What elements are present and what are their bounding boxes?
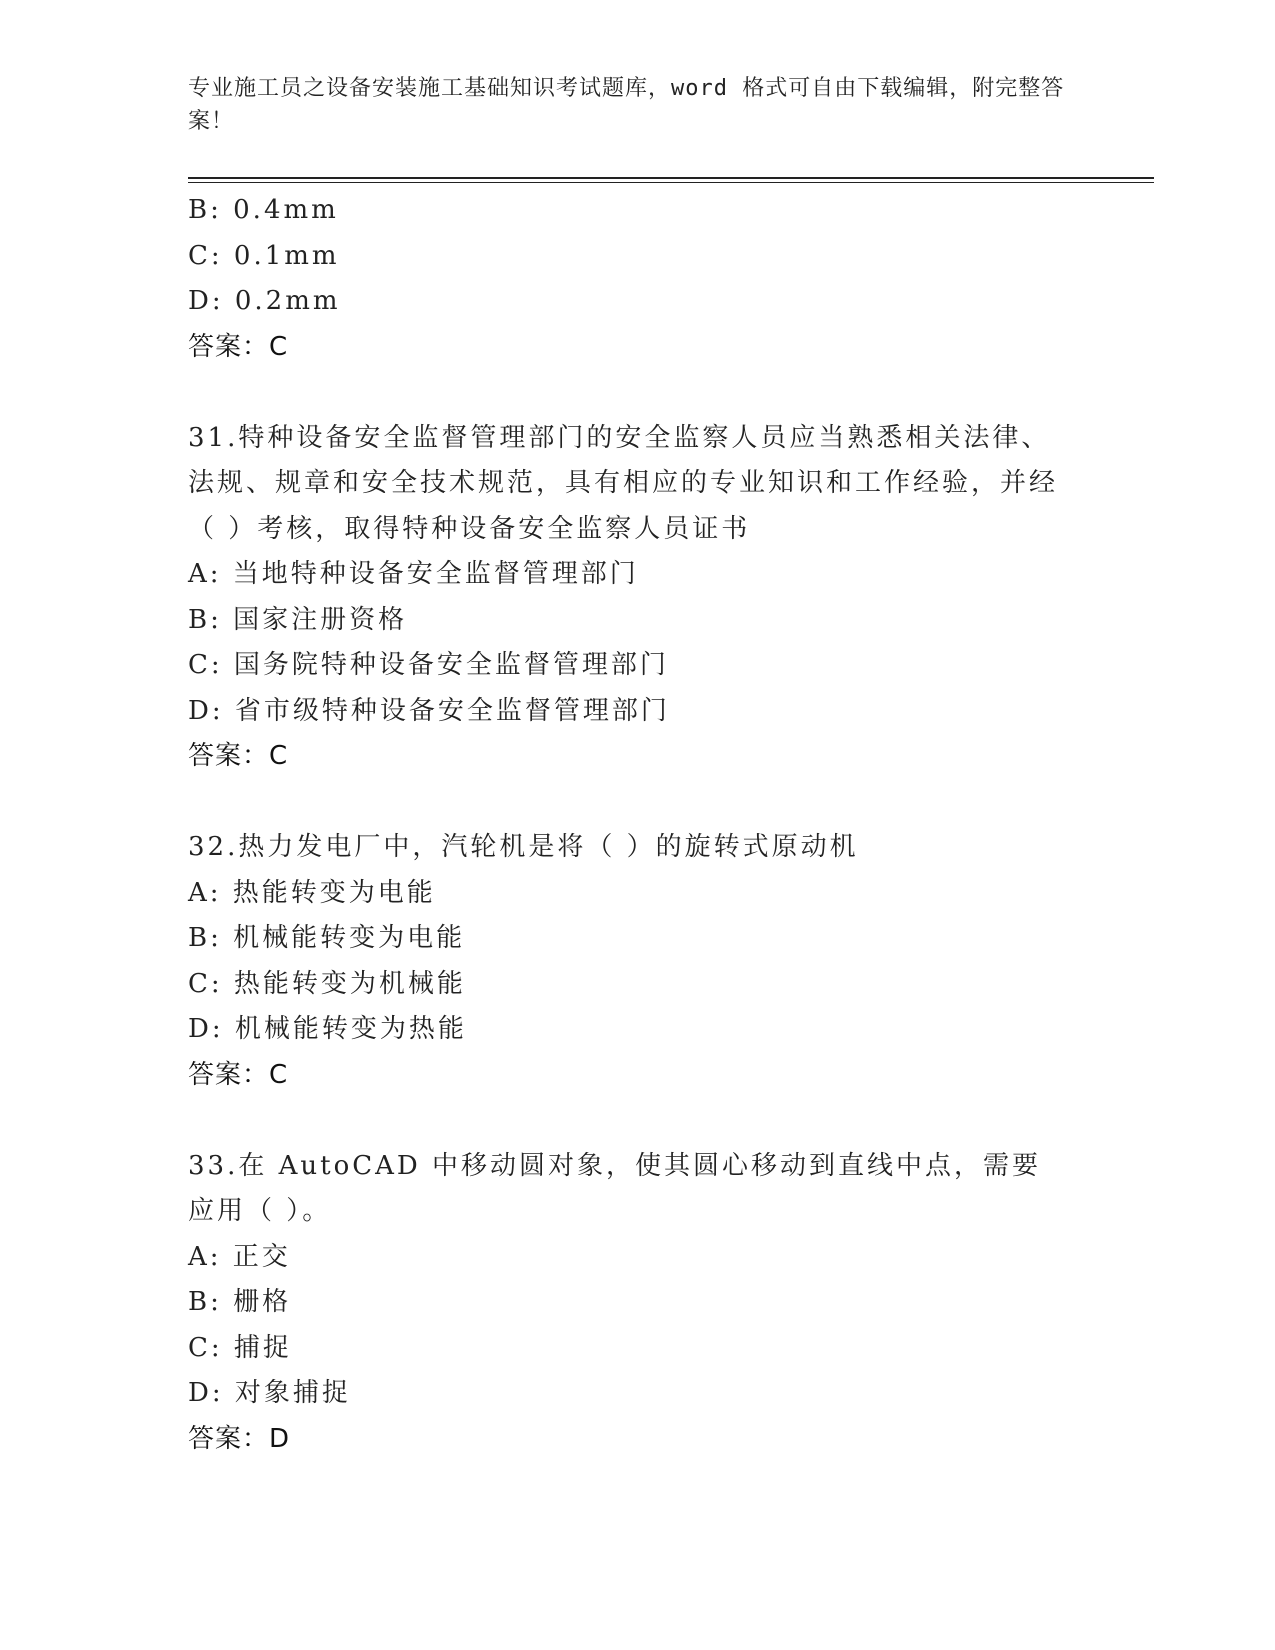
option-c: C: 热能转变为机械能: [188, 968, 466, 999]
option-c: C: 国务院特种设备安全监督管理部门: [188, 650, 669, 680]
question-31: [188, 416, 1088, 780]
document-body: [188, 188, 1088, 1462]
spacer: [188, 780, 1088, 826]
answer-line: 答案：C: [188, 331, 289, 362]
carryover-question: [188, 188, 1088, 370]
option-a: A: 热能转变为电能: [188, 877, 436, 908]
question-stem: 31.特种设备安全监督管理部门的安全监察人员应当熟悉相关法律、法规、规章和安全技术规范，具有相应的专业知识和工作经验，并经（ ）考核，取得特种设备安全监察人员证书: [188, 422, 1059, 544]
question-stem: 33.在 AutoCAD 中移动圆对象，使其圆心移动到直线中点，需要应用（ ）。: [188, 1150, 1042, 1226]
answer-line: 答案：C: [188, 1059, 289, 1090]
option-b: B: 国家注册资格: [188, 604, 408, 635]
answer-line: 答案：D: [188, 1423, 291, 1454]
document-header: 专业施工员之设备安装施工基础知识考试题库，word 格式可自由下载编辑，附完整答案！: [188, 76, 1065, 134]
header-rule-thin: [188, 182, 1154, 183]
answer-line: 答案：C: [188, 741, 289, 771]
header-rule-thick: [188, 177, 1154, 179]
option-d: D: 机械能转变为热能: [188, 1014, 467, 1044]
option-d: D: 0.2mm: [188, 286, 341, 316]
spacer: [188, 1098, 1088, 1144]
spacer: [188, 370, 1088, 416]
option-b: B: 栅格: [188, 1287, 292, 1317]
option-c: C: 0.1mm: [188, 240, 340, 271]
option-d: D: 省市级特种设备安全监督管理部门: [188, 695, 670, 726]
option-d: D: 对象捕捉: [188, 1378, 351, 1408]
option-b: B: 机械能转变为电能: [188, 923, 466, 953]
question-32: [188, 825, 1088, 1098]
question-stem: 32.热力发电厂中，汽轮机是将（ ）的旋转式原动机: [188, 832, 859, 862]
option-b: B: 0.4mm: [188, 195, 339, 225]
option-c: C: 捕捉: [188, 1332, 292, 1363]
option-a: A: 正交: [188, 1241, 291, 1272]
question-33: [188, 1144, 1088, 1463]
option-a: A: 当地特种设备安全监督管理部门: [188, 559, 639, 589]
